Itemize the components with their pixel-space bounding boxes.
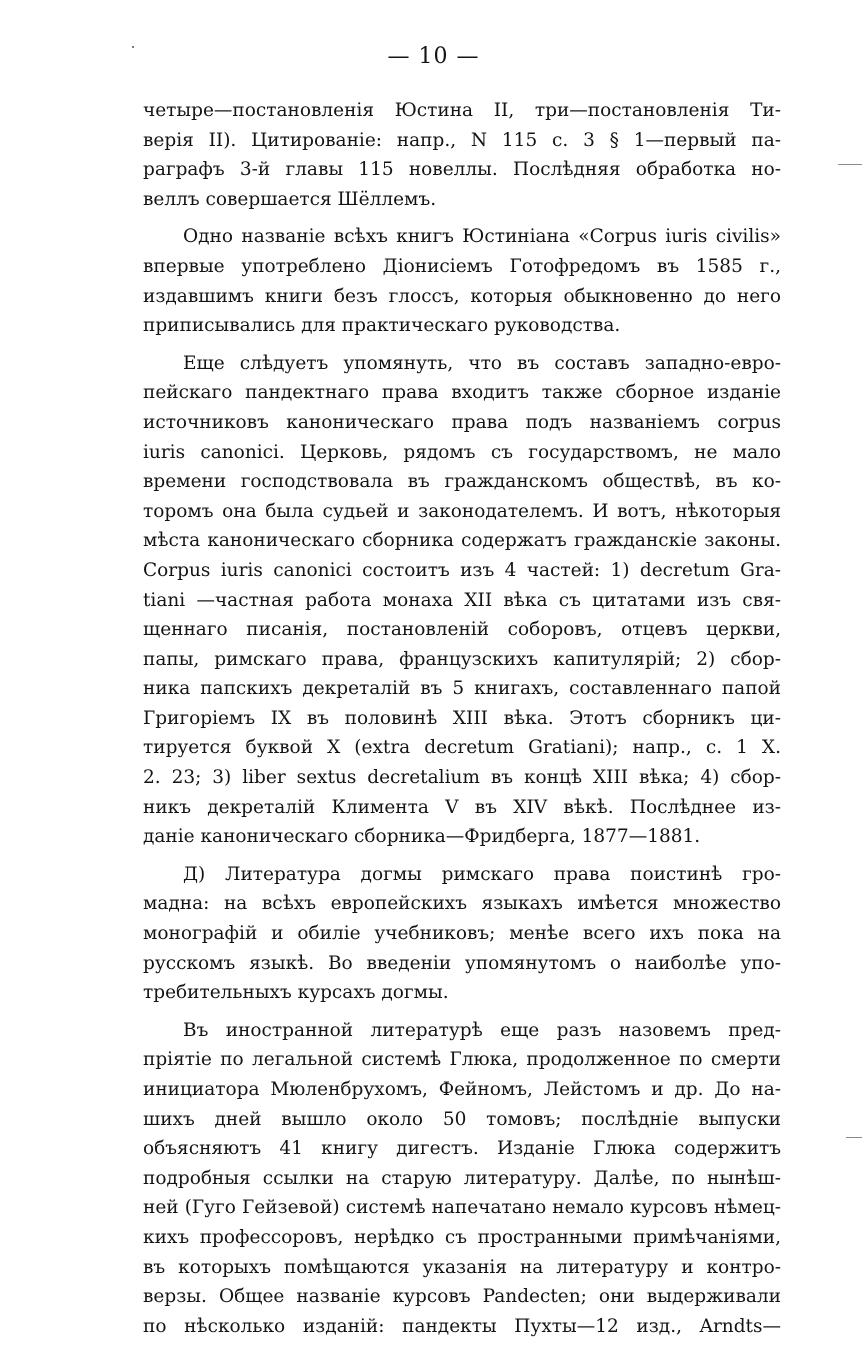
text-line: шихъ дней вышло около 50 томовъ; послѣдніе выпуски <box>143 1108 781 1130</box>
text-line: приписывались для практическаго руководства. <box>143 315 621 337</box>
text-line: мадна: на всѣхъ европейскихъ языкахъ имѣется множество <box>143 893 781 915</box>
margin-mark <box>838 164 862 165</box>
text-line: издавшимъ книги безъ глоссъ, которыя обыкновенно до него <box>143 285 781 307</box>
text-line: 2. 23; 3) liber sextus decretalium въ концѣ XIII вѣка; 4) сбор- <box>143 767 781 789</box>
text-line: по нѣсколько изданій: пандекты Пухты—12 изд., Arndts— <box>143 1315 781 1337</box>
text-line: источниковъ каноническаго права подъ названіемъ corpus <box>143 411 781 433</box>
text-line: веллъ совершается Шёллемъ. <box>143 188 437 210</box>
text-line: ника папскихъ декреталій въ 5 книгахъ, составленнаго папой <box>143 678 781 700</box>
text-line: ней (Гуго Гейзевой) системѣ напечатано немало курсовъ нѣмец- <box>143 1197 781 1219</box>
text-line: кихъ профессоровъ, нерѣдко съ пространными примѣчаніями, <box>143 1226 781 1248</box>
text-line: Д) Литература догмы римскаго права поистинѣ гро- <box>183 863 781 885</box>
text-line: объясняютъ 41 книгу дигестъ. Изданіе Глюка содержитъ <box>143 1138 781 1160</box>
paragraph-5 <box>143 1016 781 1342</box>
text-line: Одно названіе всѣхъ книгъ Юстиніана «Corpus iuris civilis» <box>183 226 781 248</box>
text-line: раграфъ 3-й главы 115 новеллы. Послѣдняя обработка но- <box>143 159 781 181</box>
text-line: даніе каноническаго сборника—Фридберга, 1877—1881. <box>143 826 701 848</box>
text-line: мѣста каноническаго сборника содержатъ гражданскіе законы. <box>143 530 781 552</box>
text-line: никъ декреталій Климента V въ XIV вѣкѣ. Послѣднее из- <box>143 796 781 818</box>
paragraph-1 <box>143 96 781 214</box>
text-line: инициатора Мюленбрухомъ, Фейномъ, Лейстомъ и др. До на- <box>143 1079 781 1100</box>
text-line: iuris canonici. Церковь, рядомъ съ государствомъ, не мало <box>143 441 781 463</box>
text-line: пейскаго пандектнаго права входитъ также сборное изданіе <box>143 382 781 404</box>
text-line: Въ иностранной литературѣ еще разъ назовемъ пред- <box>183 1019 781 1041</box>
margin-mark <box>846 1137 862 1138</box>
text-line: tiani —частная работа монаха XII вѣка съ цитатами изъ свя- <box>143 589 781 611</box>
paragraph-2 <box>143 222 781 340</box>
paragraph-3 <box>143 349 781 852</box>
text-line: пріятіе по легальной системѣ Глюка, продолженное по смерти <box>143 1049 781 1071</box>
text-line: впервые употреблено Діонисіемъ Готофредомъ въ 1585 г., <box>143 255 781 277</box>
text-line: Еще слѣдуетъ упомянуть, что въ составъ западно-евро- <box>183 352 781 374</box>
text-line: верзы. Общее названіе курсовъ Pandecten; они выдерживали <box>143 1286 781 1308</box>
text-line: папы, римскаго права, французскихъ капитулярій; 2) сбор- <box>143 648 781 670</box>
text-line: русскомъ языкѣ. Во введеніи упомянутомъ о наиболѣе упо- <box>143 952 781 974</box>
text-line: требительныхъ курсахъ догмы. <box>143 982 449 1004</box>
text-line: торомъ она была судьей и законодателемъ. И вотъ, нѣкоторыя <box>143 500 781 522</box>
text-line: верія II). Цитированіе: напр., N 115 с. 3 § 1—первый па- <box>143 129 781 151</box>
text-line: тируется буквой X (extra decretum Gratiani); напр., с. 1 X. <box>143 737 781 759</box>
text-line: щеннаго писанія, постановленій соборовъ, отцевъ церкви, <box>143 619 781 641</box>
text-line: времени господствовала въ гражданскомъ обществѣ, въ ко- <box>143 471 781 493</box>
body-text <box>143 96 781 1349</box>
text-line: четыре—постановленія Юстина II, три—постановленія Ти- <box>143 100 781 121</box>
text-line: монографій и обиліе учебниковъ; менѣе всего ихъ пока на <box>143 923 781 945</box>
scan-speck <box>132 46 134 48</box>
page-number: — 10 — <box>387 44 480 69</box>
paragraph-4 <box>143 860 781 1008</box>
text-line: въ которыхъ помѣщаются указанія на литературу и контро- <box>143 1256 781 1278</box>
text-line: Григоріемъ IX въ половинѣ XIII вѣка. Этотъ сборникъ ци- <box>143 707 781 729</box>
text-line: Corpus iuris canonici состоитъ изъ 4 частей: 1) decretum Gra- <box>143 559 781 581</box>
text-line: подробныя ссылки на старую литературу. Далѣе, по нынѣш- <box>143 1167 781 1189</box>
